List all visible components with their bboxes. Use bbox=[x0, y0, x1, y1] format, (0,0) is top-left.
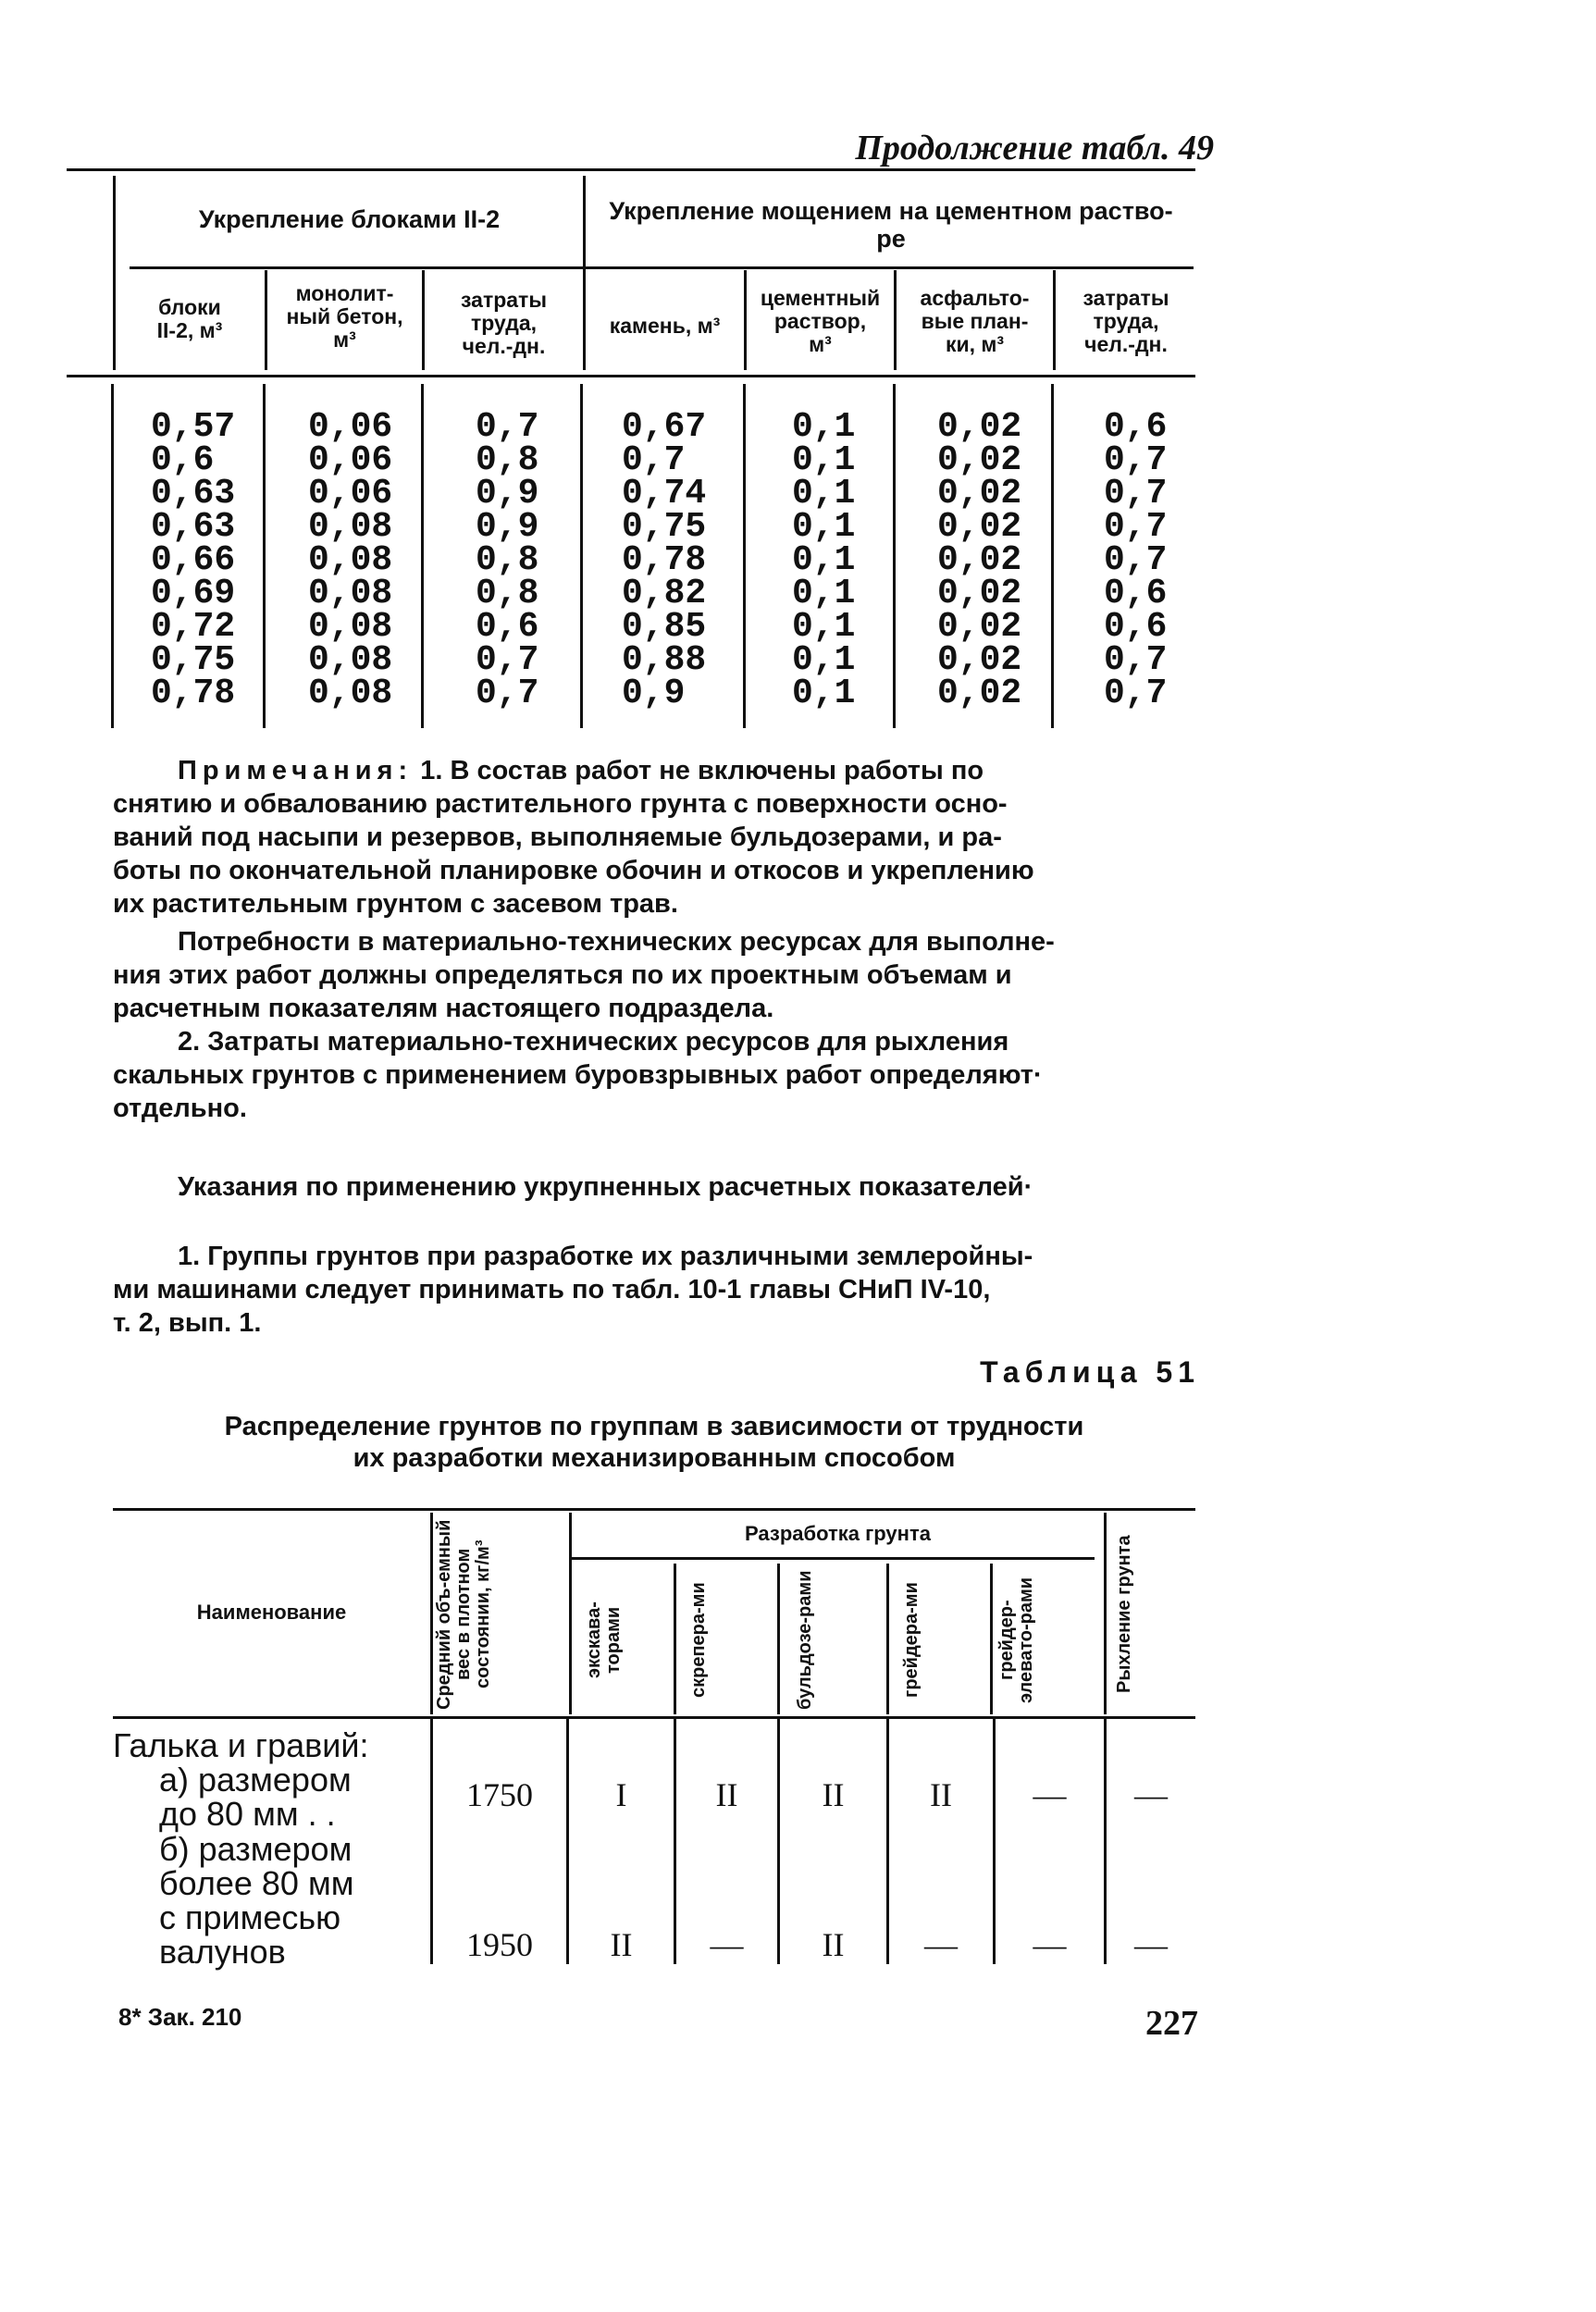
table-cell: 0,8 bbox=[476, 574, 539, 613]
text-line: Потребности в материально-технических ресурсах для выполне- bbox=[178, 927, 1055, 957]
col-header-line: чел.-дн. bbox=[462, 334, 546, 358]
header-bottom-rule bbox=[113, 1716, 1195, 1719]
table-cell: 0,69 bbox=[151, 574, 236, 613]
col-rule bbox=[111, 384, 114, 728]
col-header-stone bbox=[586, 315, 744, 338]
header-bottom-rule bbox=[67, 375, 1195, 377]
col-header-line: ный бетон, bbox=[286, 304, 403, 328]
text-line: т. 2, вып. 1. bbox=[113, 1308, 262, 1338]
table-title-line: их разработки механизированным способом bbox=[353, 1443, 956, 1473]
table-cell: 0,6 bbox=[1104, 407, 1168, 447]
text-line: скальных грунтов с применением буровзрывных работ определяют· bbox=[113, 1060, 1043, 1090]
table-cell: II bbox=[930, 1776, 952, 1813]
col-rule bbox=[777, 1564, 780, 1714]
table-cell: 0,6 bbox=[1104, 574, 1168, 613]
text-line: снятию и обвалованию растительного грунта с поверхности осно- bbox=[113, 789, 1008, 819]
col-header-line: камень, м³ bbox=[609, 314, 721, 338]
col-rule bbox=[990, 1564, 993, 1714]
text-line: 1. В состав работ не включены работы по bbox=[420, 756, 984, 785]
group-header-blocks: Укрепление блоками II-2 bbox=[198, 205, 501, 233]
col-header-density: Средний объ-емный вес в плотном состоянии, кг/м³ bbox=[434, 1519, 493, 1710]
col-header-line: раствор, bbox=[773, 309, 867, 333]
table-cell: 0,85 bbox=[622, 607, 707, 647]
table-cell: 0,78 bbox=[622, 540, 707, 580]
table-cell: 0,06 bbox=[308, 407, 393, 447]
table-cell: 0,1 bbox=[792, 574, 856, 613]
table-cell: 0,7 bbox=[1104, 640, 1168, 680]
notes-paragraph-3 bbox=[113, 1025, 1195, 1125]
table-cell: 0,1 bbox=[792, 507, 856, 547]
table-label: Таблица 51 bbox=[980, 1355, 1200, 1389]
col-header-line: затраты bbox=[1083, 286, 1169, 310]
table-title-line: Распределение грунтов по группам в зависимости от трудности bbox=[224, 1412, 1084, 1441]
col-header-concrete bbox=[267, 282, 422, 352]
col-header-labor-2 bbox=[1056, 287, 1196, 356]
col-rule bbox=[743, 384, 746, 728]
data-column-labor-1 bbox=[476, 407, 539, 713]
col-header-line: асфальто- bbox=[920, 286, 1030, 310]
table-cell: 0,6 bbox=[151, 440, 215, 480]
data-column-concrete bbox=[308, 407, 393, 713]
table-cell: 0,7 bbox=[622, 440, 686, 480]
table-cell: 0,8 bbox=[476, 440, 539, 480]
col-rule bbox=[1051, 384, 1054, 728]
table-cell: 1750 bbox=[466, 1776, 533, 1813]
text-line: боты по окончательной планировке обочин и откосов и укреплению bbox=[113, 856, 1034, 885]
col-header-line: затраты bbox=[461, 288, 547, 312]
table-cell: 0,75 bbox=[151, 640, 236, 680]
col-header-line: цементный bbox=[760, 286, 881, 310]
col-header-excavators: экскава-торами bbox=[584, 1601, 624, 1678]
table-cell: 0,9 bbox=[622, 674, 686, 713]
col-header-line: чел.-дн. bbox=[1084, 332, 1168, 356]
row-name-line: б) размером bbox=[159, 1830, 353, 1868]
text-line: ми машинами следует принимать по табл. 10-1 главы СНиП IV-10, bbox=[113, 1275, 991, 1304]
data-column-mortar bbox=[792, 407, 856, 713]
table-cell: 0,6 bbox=[476, 607, 539, 647]
col-rule bbox=[580, 384, 583, 728]
table-cell: 0,08 bbox=[308, 574, 393, 613]
table-cell: 0,08 bbox=[308, 540, 393, 580]
table-cell: 0,8 bbox=[476, 540, 539, 580]
table-cell: — bbox=[710, 1926, 744, 1963]
table-cell: — bbox=[1033, 1926, 1067, 1963]
group-header-rule bbox=[572, 1557, 1095, 1560]
col-rule bbox=[886, 1564, 889, 1714]
table-cell: 0,1 bbox=[792, 440, 856, 480]
row-name-line: Галька и гравий: bbox=[113, 1726, 369, 1764]
col-header-line: II-2, м³ bbox=[156, 318, 223, 342]
col-header-line: м³ bbox=[333, 328, 356, 352]
row-name-1 bbox=[113, 1728, 423, 1831]
row-name-2 bbox=[113, 1832, 423, 1969]
col-header-asphalt bbox=[897, 287, 1053, 356]
table-cell: 0,02 bbox=[937, 540, 1022, 580]
notes-label: Примечания: bbox=[178, 756, 414, 785]
text-line: их растительным грунтом с засевом трав. bbox=[113, 889, 678, 919]
col-header-grader-elevators: грейдер-элевато-рами bbox=[996, 1576, 1036, 1703]
table-cell: I bbox=[615, 1776, 627, 1813]
table-cell: 0,02 bbox=[937, 440, 1022, 480]
table-title bbox=[113, 1411, 1195, 1474]
col-header-line: вые план- bbox=[921, 309, 1029, 333]
row-name-line: валунов bbox=[159, 1933, 286, 1971]
col-header-graders: грейдера-ми bbox=[901, 1582, 922, 1698]
text-line: ния этих работ должны определяться по их проектным объемам и bbox=[113, 960, 1012, 990]
text-line: 2. Затраты материально-технических ресурсов для рыхления bbox=[178, 1027, 1009, 1057]
col-rule bbox=[263, 384, 266, 728]
table-cell: 0,1 bbox=[792, 474, 856, 513]
col-header-line: труда, bbox=[1093, 309, 1159, 333]
table-cell: 0,82 bbox=[622, 574, 707, 613]
table-cell: 0,67 bbox=[622, 407, 707, 447]
col-header-bulldozers: бульдозе-рами bbox=[795, 1570, 815, 1710]
group-header-paving-line: ре bbox=[876, 225, 906, 253]
table-cell: 1950 bbox=[466, 1926, 533, 1963]
table-cell: II bbox=[822, 1776, 845, 1813]
table-cell: — bbox=[1033, 1776, 1067, 1813]
table-cell: 0,63 bbox=[151, 507, 236, 547]
table-cell: — bbox=[1134, 1776, 1168, 1813]
table-cell: 0,7 bbox=[476, 640, 539, 680]
table-cell: — bbox=[1134, 1926, 1168, 1963]
row-name-line: более 80 мм bbox=[159, 1864, 354, 1902]
col-header-line: труда, bbox=[470, 311, 537, 335]
col-header-labor-1 bbox=[425, 289, 583, 358]
col-header-group: Разработка грунта bbox=[745, 1522, 931, 1545]
table-cell: 0,02 bbox=[937, 607, 1022, 647]
table-cell: II bbox=[715, 1776, 738, 1813]
table-cell: 0,1 bbox=[792, 640, 856, 680]
table-cell: 0,7 bbox=[476, 407, 539, 447]
table-cell: 0,78 bbox=[151, 674, 236, 713]
col-rule bbox=[893, 384, 896, 728]
text-line: ваний под насыпи и резервов, выполняемые бульдозерами, и ра- bbox=[113, 822, 1002, 852]
table-cell: 0,6 bbox=[1104, 607, 1168, 647]
table-cell: 0,08 bbox=[308, 674, 393, 713]
col-rule bbox=[421, 384, 424, 728]
group-header-paving-line: Укрепление мощением на цементном раство- bbox=[609, 197, 1173, 225]
data-column-stone bbox=[622, 407, 707, 713]
table-cell: 0,02 bbox=[937, 574, 1022, 613]
table-cell: II bbox=[822, 1926, 845, 1963]
col-header-blocks bbox=[116, 296, 264, 342]
table-cell: 0,1 bbox=[792, 407, 856, 447]
table-cell: 0,72 bbox=[151, 607, 236, 647]
row-name-line: с примесью bbox=[159, 1898, 341, 1936]
table-cell: 0,7 bbox=[1104, 540, 1168, 580]
table-top-rule bbox=[113, 1508, 1195, 1511]
instruction-paragraph bbox=[113, 1240, 1195, 1340]
col-header-line: м³ bbox=[809, 332, 832, 356]
footer-order-number: 8* Зак. 210 bbox=[118, 2003, 242, 2031]
table-cell: 0,75 bbox=[622, 507, 707, 547]
table-cell: II bbox=[610, 1926, 633, 1963]
table-cell: 0,02 bbox=[937, 474, 1022, 513]
page-number: 227 bbox=[1145, 2004, 1198, 2043]
table-cell: 0,7 bbox=[1104, 474, 1168, 513]
table-cell: 0,1 bbox=[792, 674, 856, 713]
col-header-line: ки, м³ bbox=[945, 332, 1005, 356]
table-cell: 0,9 bbox=[476, 474, 539, 513]
table-cell: 0,06 bbox=[308, 474, 393, 513]
table-cell: 0,06 bbox=[308, 440, 393, 480]
col-header-name: Наименование bbox=[196, 1601, 347, 1624]
table-cell: — bbox=[924, 1926, 958, 1963]
group-header-paving bbox=[586, 197, 1196, 253]
table-cell: 0,57 bbox=[151, 407, 236, 447]
table-cell: 0,66 bbox=[151, 540, 236, 580]
col-rule bbox=[674, 1564, 676, 1714]
row-name-line: до 80 мм . . bbox=[159, 1795, 336, 1833]
table-cell: 0,88 bbox=[622, 640, 707, 680]
notes-first-line bbox=[113, 754, 1195, 787]
col-header-loosening: Рыхление грунта bbox=[1114, 1535, 1134, 1694]
table-cell: 0,02 bbox=[937, 407, 1022, 447]
text-line: отдельно. bbox=[113, 1094, 247, 1123]
col-header-line: блоки bbox=[158, 295, 221, 319]
col-header-line: монолит- bbox=[295, 281, 394, 305]
data-column-blocks bbox=[151, 407, 236, 713]
col-rule bbox=[430, 1513, 433, 1714]
table-cell: 0,1 bbox=[792, 540, 856, 580]
data-column-labor-2 bbox=[1104, 407, 1168, 713]
table-top-rule bbox=[67, 168, 1195, 171]
col-header-scrapers: скрепера-ми bbox=[688, 1582, 709, 1698]
table-cell: 0,08 bbox=[308, 640, 393, 680]
text-line: 1. Группы грунтов при разработке их различными землеройны- bbox=[178, 1242, 1033, 1271]
col-header-mortar bbox=[747, 287, 894, 356]
table-continuation-caption: Продолжение табл. 49 bbox=[855, 129, 1214, 167]
notes-paragraph-1 bbox=[113, 754, 1195, 921]
section-title: Указания по применению укрупненных расчетных показателей· bbox=[178, 1172, 1033, 1202]
row-name-line: а) размером bbox=[159, 1761, 352, 1799]
table-cell: 0,7 bbox=[1104, 507, 1168, 547]
table-cell: 0,7 bbox=[1104, 674, 1168, 713]
group-header-rule bbox=[130, 266, 1194, 269]
table-cell: 0,7 bbox=[476, 674, 539, 713]
col-rule bbox=[1104, 1513, 1107, 1714]
table-cell: 0,02 bbox=[937, 507, 1022, 547]
table-cell: 0,63 bbox=[151, 474, 236, 513]
table-cell: 0,02 bbox=[937, 640, 1022, 680]
table-cell: 0,1 bbox=[792, 607, 856, 647]
table-cell: 0,9 bbox=[476, 507, 539, 547]
table-cell: 0,7 bbox=[1104, 440, 1168, 480]
table-cell: 0,02 bbox=[937, 674, 1022, 713]
notes-paragraph-2 bbox=[113, 925, 1195, 1025]
table-cell: 0,08 bbox=[308, 507, 393, 547]
text-line: расчетным показателям настоящего подраздела. bbox=[113, 994, 774, 1023]
table-cell: 0,74 bbox=[622, 474, 707, 513]
table-cell: 0,08 bbox=[308, 607, 393, 647]
data-column-asphalt bbox=[937, 407, 1022, 713]
